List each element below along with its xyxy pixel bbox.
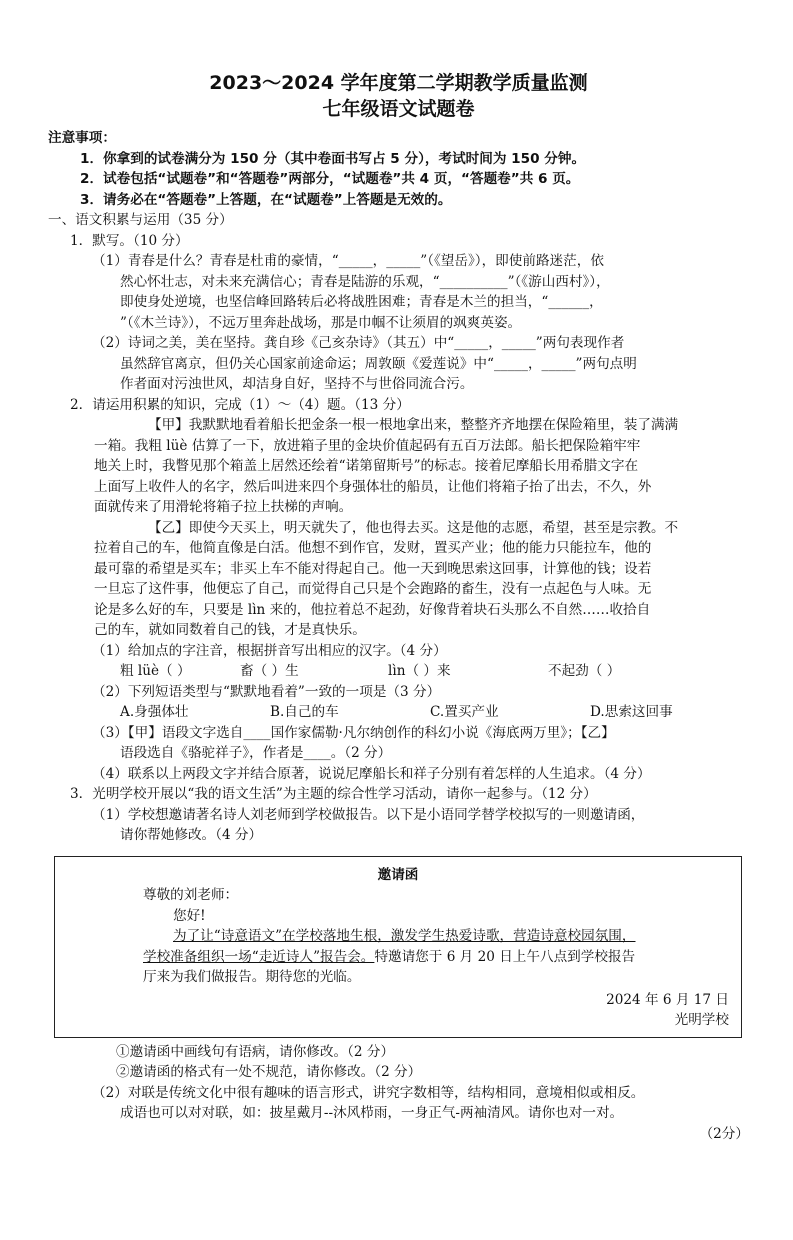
q2-sub1-item-b: 畜（ ）生 xyxy=(240,663,299,679)
q1-part1-line2: 然心怀壮志，对未来充满信心；青春是陆游的乐观，“__________”（《游山西村》）， xyxy=(120,273,610,290)
q1-part1-line3: 即使身处逆境，也坚信峰回路转后必将战胜困难；青春是木兰的担当，“______， xyxy=(120,294,603,310)
section-1-heading: 一、语文积累与运用（35 分） xyxy=(48,212,233,228)
letter-body-line1 xyxy=(67,926,729,947)
q1-heading: 1．默写。（10 分） xyxy=(70,232,189,249)
letter-date: 2024 年 6 月 17 日 xyxy=(606,991,729,1008)
q3-sub1-item1: ①邀请函中画线句有语病，请你修改。（2 分） xyxy=(116,1043,395,1060)
q2-sub1: （1）给加点的字注音，根据拼音写出相应的汉字。（4 分） xyxy=(92,642,447,659)
notice-item-3: 3．请务必在“答题卷”上答题，在“试题卷”上答题是无效的。 xyxy=(80,191,452,208)
option-a: A.身强体壮 xyxy=(120,704,189,720)
notice-heading: 注意事项： xyxy=(48,130,116,146)
q2-sub1-item-d: 不起劲（ ） xyxy=(548,663,621,679)
page-title: 2023～2024 学年度第二学期教学质量监测 xyxy=(209,72,588,94)
option-d: D.思索这回事 xyxy=(590,704,673,720)
option-c: C.置买产业 xyxy=(430,704,499,720)
passage-jia-line1: 【甲】我默默地看着船长把金条一根一根地拿出来，整整齐齐地摆在保险箱里，装了满满 xyxy=(148,417,679,433)
notice-item-1: 1．你拿到的试卷满分为 150 分（其中卷面书写占 5 分），考试时间为 150 分钟。 xyxy=(80,150,586,167)
underlined-sentence-part1: 为了让“诗意语文”在学校落地生根，激发学生热爱诗歌，营造诗意校园氛围， xyxy=(173,928,636,944)
q3-sub2-line2: 成语也可以对对联，如：披星戴月--沐风栉雨，一身正气-两袖清风。请你也对一对。 xyxy=(120,1105,624,1121)
q3-sub2-points: （2分） xyxy=(699,1125,749,1142)
passage-yi-line6: 己的车，就如同数着自己的钱，才是真快乐。 xyxy=(94,622,366,638)
passage-jia-line4: 上面写上收件人的名字，然后叫进来四个身强体壮的船员，让他们将箱子抬了出去，不久，外 xyxy=(94,478,652,495)
passage-yi-line5: 论是多么好的车，只要是 lìn 来的，他拉着总不起劲，好像背着块石头那么不自然……收拾自 xyxy=(94,601,651,618)
q3-sub1-item2: ②邀请函的格式有一处不规范，请你修改。（2 分） xyxy=(116,1064,422,1080)
passage-jia-line5: 面就传来了用滑轮将箱子拉上扶梯的声响。 xyxy=(94,499,353,515)
q3-sub2-line1: （2）对联是传统文化中很有趣味的语言形式，讲究字数相等，结构相同，意境相似或相反。 xyxy=(92,1084,645,1101)
q1-part1-line4: ”（《木兰诗》），不远万里奔赴战场，那是巾帼不让须眉的飒爽英姿。 xyxy=(120,314,522,331)
q2-sub3-line1: （3）【甲】语段文字选自____国作家儒勒·凡尔纳创作的科幻小说《海底两万里》；【乙】 xyxy=(92,724,615,741)
underlined-sentence-part2: 学校准备组织一场“走近诗人”报告会。 xyxy=(143,948,375,965)
passage-jia-line2: 一箱。我粗 lüè 估算了一下，放进箱子里的金块价值起码有五百万法郎。船长把保险箱牢牢 xyxy=(94,437,641,454)
passage-yi-line1: 【乙】即使今天买上，明天就失了，他也得去买。这是他的志愿，希望，甚至是宗教。不 xyxy=(148,519,679,536)
letter-title: 邀请函 xyxy=(377,866,419,883)
q3-sub1-line1: （1）学校想邀请著名诗人刘老师到学校做报告。以下是小语同学替学校拟写的一则邀请函， xyxy=(92,806,645,823)
q2-sub2-options xyxy=(48,702,749,723)
q2-sub3-line2: 语段选自《骆驼祥子》，作者是____。（2 分） xyxy=(120,745,392,761)
invitation-letter-box xyxy=(54,856,742,1038)
q1-part1-line1: （1）青春是什么？青春是杜甫的豪情，“_____，_____”（《望岳》），即使前路迷茫，依 xyxy=(92,253,604,269)
passage-jia-line3: 地关上时，我瞥见那个箱盖上居然还绘着“诺第留斯号”的标志。接着尼摩船长用希腊文字在 xyxy=(94,458,639,474)
q3-heading: 3．光明学校开展以“我的语文生活”为主题的综合性学习活动，请你一起参与。（12 分） xyxy=(70,786,597,802)
passage-yi-line4: 一旦忘了这件事，他便忘了自己，而觉得自己只是个会跑路的畜生，没有一点起色与人味。无 xyxy=(94,581,652,597)
letter-body-line2 xyxy=(67,947,729,968)
page-subtitle: 七年级语文试题卷 xyxy=(322,98,475,120)
q2-heading: 2．请运用积累的知识，完成（1）～（4）题。（13 分） xyxy=(70,396,410,413)
q1-part2-line3: 作者面对污浊世风，却洁身自好，坚持不与世俗同流合污。 xyxy=(120,376,474,392)
letter-greeting: 尊敬的刘老师： xyxy=(143,887,239,903)
q2-sub1-items xyxy=(48,661,749,682)
notice-item-2: 2．试卷包括“试题卷”和“答题卷”两部分，“试题卷”共 4 页，“答题卷”共 6 页。 xyxy=(80,171,580,187)
letter-body-line3: 厅来为我们做报告。期待您的光临。 xyxy=(143,969,361,985)
passage-jia xyxy=(48,415,749,518)
letter-hello: 您好! xyxy=(173,907,206,924)
passage-yi-line2: 拉着自己的车，他简直像是白活。他想不到作官，发财，置买产业；他的能力只能拉车，他的 xyxy=(94,540,652,556)
q1-part2-line1: （2）诗词之美，美在坚持。龚自珍《己亥杂诗》（其五）中“_____，_____”两句表现作者 xyxy=(92,335,625,351)
letter-body-line2-text: 特邀请您于 6 月 20 日上午八点到学校报告 xyxy=(374,948,636,965)
passage-yi-line3: 最可靠的希望是买车；非买上车不能对得起自己。他一天到晚思索这回事，计算他的钱；设若 xyxy=(94,560,652,577)
q2-sub1-item-a: 粗 lüè（ ） xyxy=(120,663,191,679)
option-b: B.自己的车 xyxy=(270,704,339,720)
letter-signature: 光明学校 xyxy=(674,1012,729,1028)
q2-sub2: （2）下列短语类型与“默默地看着”一致的一项是（3 分） xyxy=(92,683,441,700)
q3-sub1-line2: 请你帮她修改。（4 分） xyxy=(120,827,263,843)
passage-yi xyxy=(48,518,749,641)
q2-sub1-item-c: lìn（ ）来 xyxy=(388,663,451,679)
q2-sub4: （4）联系以上两段文字并结合原著，说说尼摩船长和祥子分别有着怎样的人生追求。（4 分） xyxy=(92,765,651,782)
q1-part2-line2: 虽然辞官离京，但仍关心国家前途命运；周敦颐《爱莲说》中“_____，_____”两句点明 xyxy=(120,355,637,372)
